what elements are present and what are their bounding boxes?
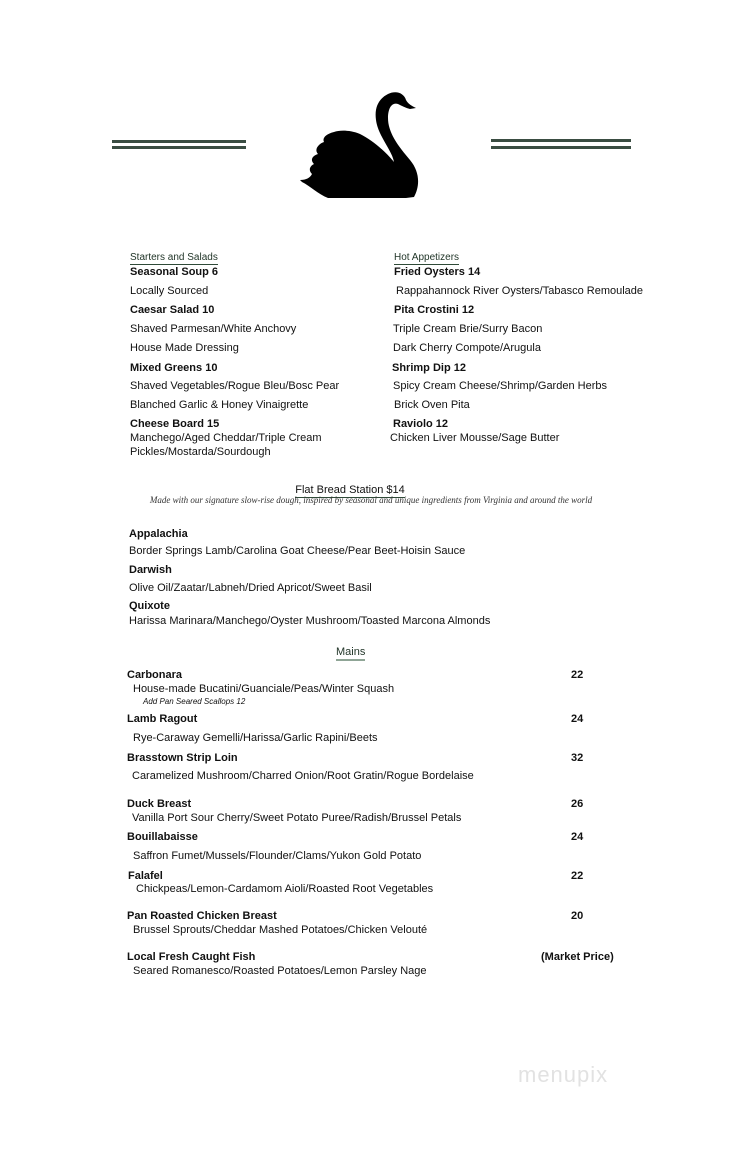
appetizer-desc: Spicy Cream Cheese/Shrimp/Garden Herbs: [393, 380, 607, 392]
starter-desc: Shaved Vegetables/Rogue Bleu/Bosc Pear: [130, 380, 340, 392]
starter-name: Caesar Salad 10: [130, 304, 215, 316]
appetizer-desc: Triple Cream Brie/Surry Bacon: [393, 323, 543, 335]
header-rule-right-top: [491, 139, 631, 142]
starters-section: [130, 247, 218, 265]
swan-logo-icon: [288, 86, 440, 204]
watermark-logo: menupix: [518, 1062, 609, 1087]
flatbread-name: Darwish: [129, 564, 172, 576]
main-price: (Market Price): [541, 951, 614, 963]
header-rule-left-top: [112, 140, 246, 143]
main-desc: House-made Bucatini/Guanciale/Peas/Winter Squash: [133, 683, 395, 695]
main-name: Local Fresh Caught Fish: [127, 951, 256, 963]
starter-desc: House Made Dressing: [130, 342, 239, 354]
main-name: Pan Roasted Chicken Breast: [127, 910, 277, 922]
main-desc: Seared Romanesco/Roasted Potatoes/Lemon Parsley Nage: [133, 965, 427, 977]
main-desc: Rye-Caraway Gemelli/Harissa/Garlic Rapini/Beets: [133, 732, 378, 744]
appetizer-name: Pita Crostini 12: [394, 304, 475, 316]
starter-desc: Pickles/Mostarda/Sourdough: [130, 446, 271, 458]
flatbread-desc: Harissa Marinara/Manchego/Oyster Mushroom/Toasted Marcona Almonds: [129, 615, 491, 627]
main-note: Add Pan Seared Scallops 12: [143, 697, 246, 706]
starter-name: Cheese Board 15: [130, 418, 220, 430]
starter-desc: Locally Sourced: [130, 285, 209, 297]
main-desc: Saffron Fumet/Mussels/Flounder/Clams/Yukon Gold Potato: [133, 850, 422, 862]
appetizer-desc: Brick Oven Pita: [394, 399, 470, 411]
flatbread-name: Appalachia: [129, 528, 188, 540]
main-name: Carbonara: [127, 669, 183, 681]
main-desc: Caramelized Mushroom/Charred Onion/Root Gratin/Rogue Bordelaise: [132, 770, 474, 782]
main-name: Bouillabaisse: [127, 831, 198, 843]
flatbread-desc: Olive Oil/Zaatar/Labneh/Dried Apricot/Sweet Basil: [129, 582, 372, 594]
main-desc: Vanilla Port Sour Cherry/Sweet Potato Puree/Radish/Brussel Petals: [132, 812, 462, 824]
appetizer-desc: Rappahannock River Oysters/Tabasco Remoulade: [396, 285, 644, 297]
main-name: Falafel: [128, 870, 163, 882]
appetizer-name: Fried Oysters 14: [394, 266, 481, 278]
mains-section: [336, 642, 365, 661]
main-price: 24: [571, 713, 584, 725]
main-price: 20: [571, 910, 584, 922]
main-name: Duck Breast: [127, 798, 192, 810]
mains-title: Mains: [336, 646, 365, 661]
main-desc: Brussel Sprouts/Cheddar Mashed Potatoes/Chicken Velouté: [133, 924, 428, 936]
appetizer-name: Raviolo 12: [393, 418, 449, 430]
hot-appetizers-title: Hot Appetizers: [394, 252, 460, 263]
main-price: 32: [571, 752, 584, 764]
main-price: 26: [571, 798, 584, 810]
appetizer-name: Shrimp Dip 12: [392, 362, 466, 374]
hot-appetizers-section: [394, 247, 459, 265]
main-desc: Chickpeas/Lemon-Cardamom Aioli/Roasted Root Vegetables: [136, 883, 434, 895]
main-price: 24: [571, 831, 584, 843]
starter-desc: Shaved Parmesan/White Anchovy: [130, 323, 297, 335]
starter-desc: Manchego/Aged Cheddar/Triple Cream: [130, 432, 322, 444]
header-rule-left-bottom: [112, 146, 246, 149]
appetizer-desc: Dark Cherry Compote/Arugula: [393, 342, 541, 354]
flatbread-desc: Border Springs Lamb/Carolina Goat Cheese/Pear Beet-Hoisin Sauce: [129, 545, 466, 557]
header-rule-right-bottom: [491, 146, 631, 149]
flatbread-tagline: Made with our signature slow-rise dough, inspired by seasonal and unique ingredients from Virginia and around the world: [149, 495, 593, 505]
main-price: 22: [571, 870, 584, 882]
starter-name: Mixed Greens 10: [130, 362, 218, 374]
starter-desc: Blanched Garlic & Honey Vinaigrette: [130, 399, 309, 411]
flatbread-title: Flat Bread Station $14: [295, 484, 405, 496]
main-name: Brasstown Strip Loin: [127, 752, 238, 764]
main-price: 22: [571, 669, 584, 681]
starters-title: Starters and Salads: [130, 252, 218, 263]
appetizer-desc: Chicken Liver Mousse/Sage Butter: [390, 432, 560, 444]
flatbread-name: Quixote: [129, 600, 170, 612]
starter-name: Seasonal Soup 6: [130, 266, 219, 278]
main-name: Lamb Ragout: [127, 713, 198, 725]
